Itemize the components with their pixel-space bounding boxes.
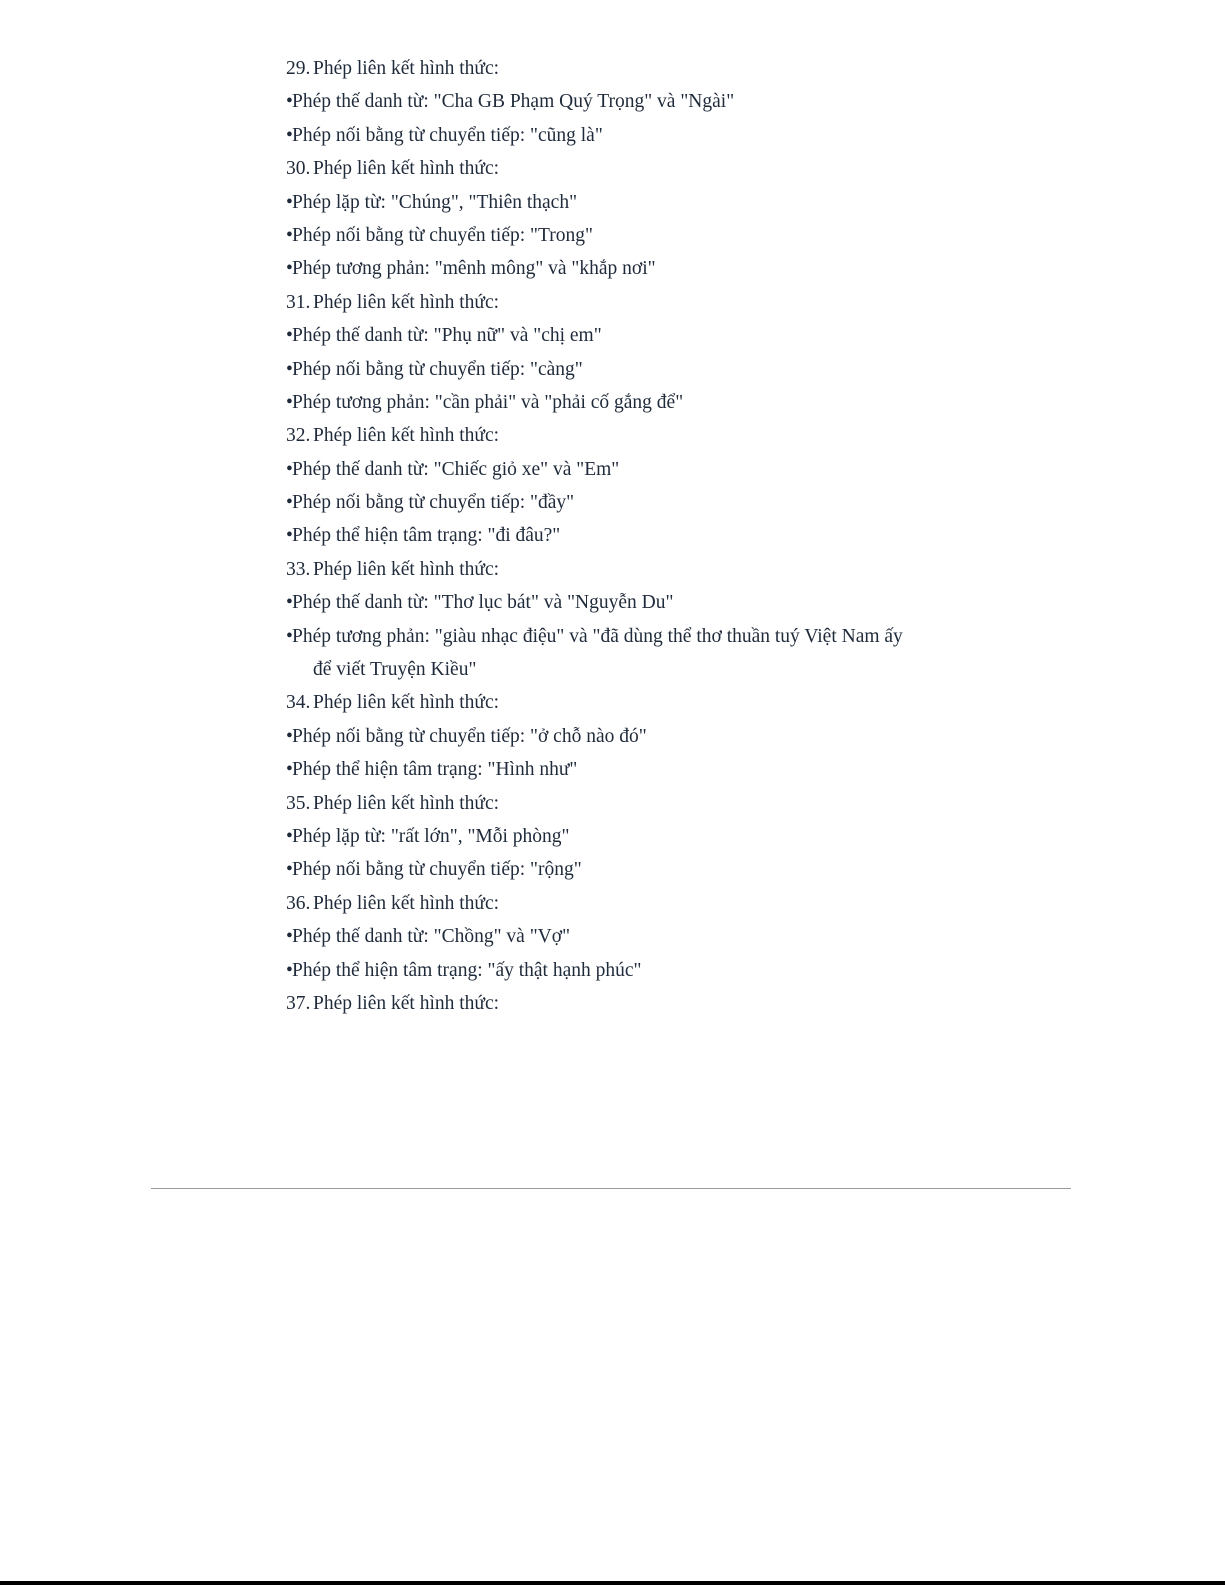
list-item-number: 33. bbox=[286, 558, 311, 580]
bullet-text: Phép thể hiện tâm trạng: "ấy thật hạnh phúc" bbox=[292, 959, 642, 981]
list-item-heading-text: Phép liên kết hình thức: bbox=[313, 692, 500, 714]
bullet-line bbox=[286, 186, 946, 219]
page-bottom-edge bbox=[0, 1581, 1225, 1585]
list-item-number: 36. bbox=[286, 892, 311, 914]
bullet-icon: • bbox=[286, 825, 293, 847]
bullet-icon: • bbox=[286, 926, 293, 948]
bullet-text: Phép thế danh từ: "Thơ lục bát" và "Nguyễn Du" bbox=[292, 592, 674, 614]
list-item-heading-text: Phép liên kết hình thức: bbox=[313, 992, 500, 1014]
list-item-heading bbox=[286, 152, 946, 185]
bullet-icon: • bbox=[286, 224, 293, 246]
bullet-icon: • bbox=[286, 358, 293, 380]
list-item-heading bbox=[286, 686, 946, 719]
list-item-number: 29. bbox=[286, 58, 311, 79]
list-item-heading-text: Phép liên kết hình thức: bbox=[313, 892, 500, 914]
bullet-icon: • bbox=[286, 525, 293, 547]
list-item-heading bbox=[286, 419, 946, 452]
bullet-line bbox=[286, 353, 946, 386]
bullet-text-continuation: để viết Truyện Kiều" bbox=[313, 659, 477, 681]
bullet-icon: • bbox=[286, 258, 293, 280]
bullet-icon: • bbox=[286, 725, 293, 747]
list-item-number: 31. bbox=[286, 291, 311, 313]
bullet-line bbox=[286, 954, 946, 987]
bullet-text: Phép lặp từ: "rất lớn", "Mỗi phòng" bbox=[292, 825, 570, 847]
list-item-number: 30. bbox=[286, 158, 311, 180]
list-item-heading bbox=[286, 52, 946, 85]
bullet-icon: • bbox=[286, 325, 293, 347]
list-item-number: 32. bbox=[286, 425, 311, 447]
bullet-text: Phép nối bằng từ chuyển tiếp: "rộng" bbox=[292, 859, 582, 881]
list-item-heading bbox=[286, 887, 946, 920]
bullet-icon: • bbox=[286, 492, 293, 514]
list-item-heading-text: Phép liên kết hình thức: bbox=[313, 158, 500, 180]
bullet-text: Phép nối bằng từ chuyển tiếp: "Trong" bbox=[292, 224, 593, 246]
bullet-line bbox=[286, 720, 946, 753]
bullet-line bbox=[286, 486, 946, 519]
list-item-heading-text: Phép liên kết hình thức: bbox=[313, 58, 500, 79]
bullet-line bbox=[286, 920, 946, 953]
bullet-text: Phép lặp từ: "Chúng", "Thiên thạch" bbox=[292, 191, 578, 213]
list-item-heading bbox=[286, 987, 946, 1020]
bullet-text: Phép thế danh từ: "Chồng" và "Vợ" bbox=[292, 926, 571, 948]
list-item-heading-text: Phép liên kết hình thức: bbox=[313, 291, 500, 313]
bullet-line bbox=[286, 85, 946, 118]
bullet-icon: • bbox=[286, 592, 293, 614]
bullet-line bbox=[286, 252, 946, 285]
bullet-icon: • bbox=[286, 391, 293, 413]
bullet-icon: • bbox=[286, 124, 293, 146]
bullet-icon: • bbox=[286, 458, 293, 480]
bullet-icon: • bbox=[286, 959, 293, 981]
list-item-heading bbox=[286, 286, 946, 319]
bullet-line bbox=[286, 119, 946, 152]
list-item-heading-text: Phép liên kết hình thức: bbox=[313, 792, 500, 814]
bullet-text: Phép thế danh từ: "Chiếc giỏ xe" và "Em" bbox=[292, 458, 620, 480]
bullet-text: Phép thế danh từ: "Cha GB Phạm Quý Trọng" và "Ngài" bbox=[292, 91, 735, 113]
bullet-text: Phép nối bằng từ chuyển tiếp: "càng" bbox=[292, 358, 583, 380]
bullet-line bbox=[286, 519, 946, 552]
list-item-heading bbox=[286, 553, 946, 586]
list-item-number: 34. bbox=[286, 692, 311, 714]
bullet-text: Phép tương phản: "cần phải" và "phải cố gắng để" bbox=[292, 391, 684, 413]
list-item-heading-text: Phép liên kết hình thức: bbox=[313, 558, 500, 580]
bullet-icon: • bbox=[286, 91, 293, 113]
bullet-line bbox=[286, 820, 946, 853]
bullet-line bbox=[286, 319, 946, 352]
bullet-icon: • bbox=[286, 625, 293, 647]
list-item-heading-text: Phép liên kết hình thức: bbox=[313, 425, 500, 447]
bullet-text: Phép tương phản: "mênh mông" và "khắp nơi" bbox=[292, 258, 656, 280]
document-body bbox=[286, 52, 946, 1020]
bullet-text: Phép nối bằng từ chuyển tiếp: "đầy" bbox=[292, 492, 575, 514]
bullet-text: Phép thể hiện tâm trạng: "Hình như" bbox=[292, 759, 578, 781]
bullet-text: Phép tương phản: "giàu nhạc điệu" và "đã dùng thể thơ thuần tuý Việt Nam ấy bbox=[292, 625, 903, 647]
page-divider bbox=[151, 1188, 1071, 1189]
bullet-line bbox=[286, 586, 946, 619]
bullet-icon: • bbox=[286, 759, 293, 781]
bullet-line bbox=[286, 386, 946, 419]
bullet-line bbox=[286, 219, 946, 252]
bullet-line bbox=[286, 453, 946, 486]
list-item-heading bbox=[286, 787, 946, 820]
bullet-text: Phép thế danh từ: "Phụ nữ" và "chị em" bbox=[292, 325, 602, 347]
bullet-line bbox=[286, 620, 946, 653]
bullet-line bbox=[286, 753, 946, 786]
bullet-icon: • bbox=[286, 859, 293, 881]
bullet-icon: • bbox=[286, 191, 293, 213]
bullet-text: Phép nối bằng từ chuyển tiếp: "cũng là" bbox=[292, 124, 603, 146]
bullet-text: Phép nối bằng từ chuyển tiếp: "ở chỗ nào đó" bbox=[292, 725, 647, 747]
list-item-number: 37. bbox=[286, 992, 311, 1014]
list-item-number: 35. bbox=[286, 792, 311, 814]
bullet-line bbox=[286, 853, 946, 886]
bullet-text: Phép thể hiện tâm trạng: "đi đâu?" bbox=[292, 525, 561, 547]
